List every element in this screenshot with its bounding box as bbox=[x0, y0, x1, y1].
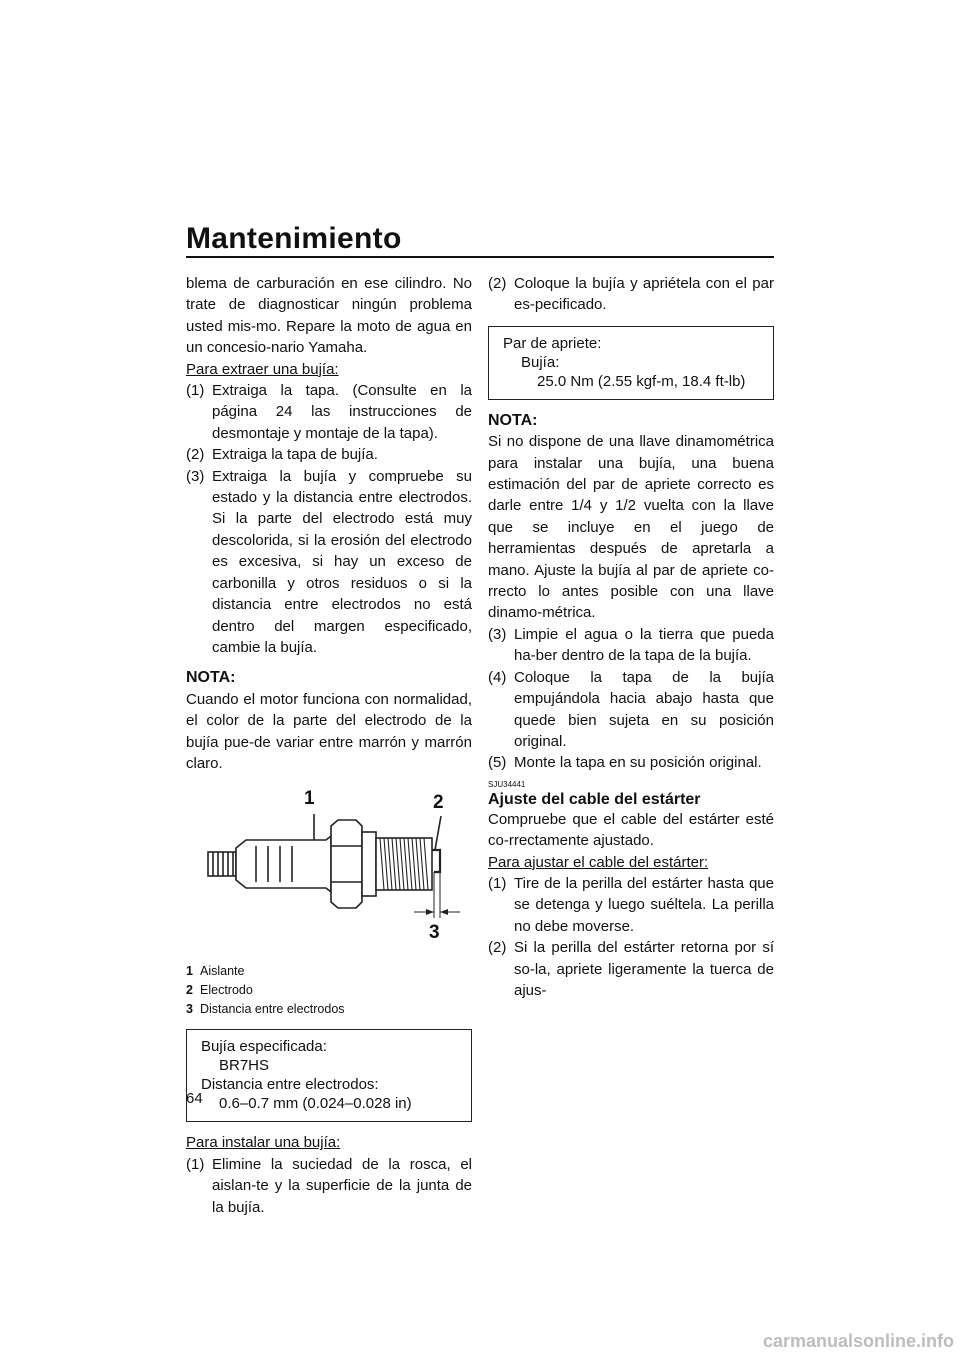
callout-2: 2 bbox=[433, 792, 444, 814]
left-column bbox=[186, 273, 472, 1218]
list-item: (2) Coloque la bujía y apriétela con el par es-pecificado. bbox=[488, 275, 774, 314]
figure-legend bbox=[186, 962, 472, 1019]
header-rule bbox=[186, 256, 774, 258]
callout-3: 3 bbox=[429, 922, 440, 944]
nota-heading: NOTA: bbox=[186, 669, 236, 687]
list-item: (1) Tire de la perilla del estárter hasta que se detenga y luego suéltela. La perilla no debe moverse. bbox=[488, 874, 774, 935]
install-heading: Para instalar una bujía: bbox=[186, 1134, 341, 1152]
page-number: 64 bbox=[186, 1090, 203, 1107]
intro-paragraph: blema de carburación en ese cilindro. No trate de diagnosticar ningún problema usted mis-mo. Repare la moto de agua en un concesio-nario Yamaha. bbox=[186, 275, 472, 357]
section-code: SJU34441 bbox=[488, 779, 526, 789]
spark-plug-figure bbox=[186, 788, 472, 958]
right-column bbox=[488, 273, 774, 1001]
spec-box: Bujía especificada: BR7HS Distancia entre electrodos: 0.6–0.7 mm (0.024–0.028 in) bbox=[186, 1029, 472, 1122]
page-title: Mantenimiento bbox=[186, 222, 402, 255]
list-item: (2) Si la perilla del estárter retorna por sí so-la, apriete ligeramente la tuerca de ajus- bbox=[488, 939, 774, 999]
list-item: (2) Extraiga la tapa de bujía. bbox=[186, 446, 378, 464]
list-item: (1) Elimine la suciedad de la rosca, el aislan-te y la superficie de la junta de la bujía. bbox=[186, 1155, 472, 1216]
nota-text: Cuando el motor funciona con normalidad, el color de la parte del electrodo de la bujía pue-de variar entre marrón y marrón claro. bbox=[186, 690, 472, 772]
legend-item: 3 Distancia entre electrodos bbox=[186, 1002, 345, 1017]
nota-text: Si no dispone de una llave dinamométrica para instalar una bujía, una buena estimación del par de apriete correcto es darle entre 1/4 y 1/2 vuelta con la llave que se incluye en el juego de herramientas después de apretarla a mano. Ajuste la bujía al par de apriete co-rrecto lo antes posible con una llave dinamo-métrica. bbox=[488, 433, 774, 622]
watermark: carmanualsonline.info bbox=[762, 1331, 954, 1351]
list-item: (1) Extraiga la tapa. (Consulte en la página 24 las instrucciones de desmontaje y montaje de la tapa). bbox=[186, 382, 472, 442]
list-item: (3) Limpie el agua o la tierra que pueda ha-ber dentro de la tapa de la bujía. bbox=[488, 625, 774, 665]
list-item: (5) Monte la tapa en su posición original. bbox=[488, 754, 762, 772]
extract-heading: Para extraer una bujía: bbox=[186, 360, 339, 378]
legend-item: 1 Aislante bbox=[186, 964, 245, 979]
legend-item: 2 Electrodo bbox=[186, 983, 253, 998]
torque-box: Par de apriete: Bujía: 25.0 Nm (2.55 kgf-m, 18.4 ft-lb) bbox=[488, 326, 774, 400]
callout-1: 1 bbox=[304, 788, 315, 810]
list-item: (3) Extraiga la bujía y compruebe su estado y la distancia entre electrodos. Si la parte del electrodo está muy descolorida, si la erosión del electrodo es excesiva, si hay un exceso de carbonilla y otros residuos o si la distancia entre electrodos no está dentro del margen especificado, cambie la bujía. bbox=[186, 467, 472, 656]
adjust-heading: Para ajustar el cable del estárter: bbox=[488, 853, 709, 871]
section-intro: Compruebe que el cable del estárter esté co-rrectamente ajustado. bbox=[488, 810, 774, 850]
list-item: (4) Coloque la tapa de la bujía empujándola hacia abajo hasta que quede bien sujeta en su posición original. bbox=[488, 668, 774, 750]
section-heading: Ajuste del cable del estárter bbox=[488, 790, 701, 808]
nota-heading: NOTA: bbox=[488, 411, 538, 429]
